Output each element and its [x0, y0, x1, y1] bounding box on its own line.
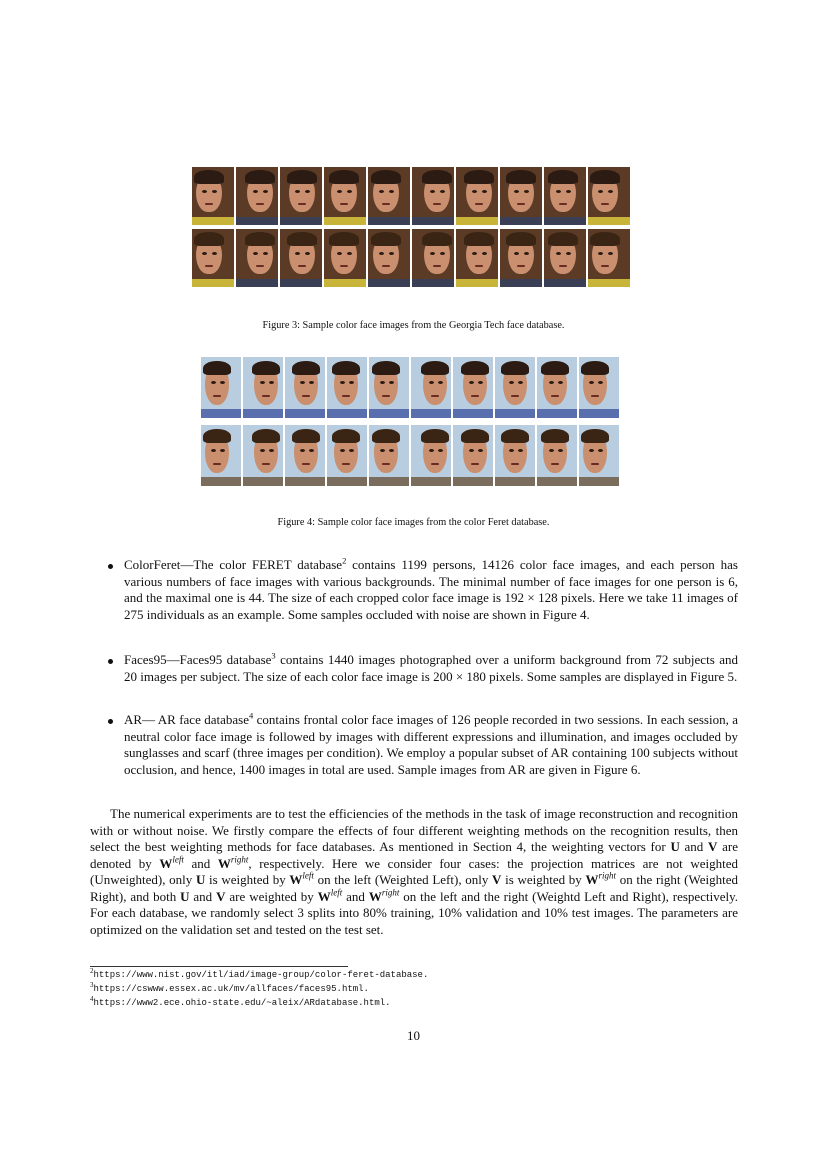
- math-superscript-right: right: [598, 870, 617, 881]
- math-W: W: [289, 872, 303, 887]
- face-image: [412, 167, 454, 225]
- bullet-colorferet: [108, 557, 738, 623]
- footnote-number: 2: [90, 967, 94, 975]
- bullet-colorferet-text: [124, 557, 738, 623]
- face-image: [456, 167, 498, 225]
- math-superscript-right: right: [230, 854, 249, 865]
- figure3-row-2: [192, 229, 630, 287]
- paragraph-text: , respectively. Here we consider four cases: the projection matrices are not weighted (Unweighted), only: [90, 855, 738, 887]
- face-image: [324, 167, 366, 225]
- face-image: [280, 229, 322, 287]
- face-image: [495, 357, 535, 418]
- face-image: [192, 167, 234, 225]
- math-W: W: [159, 855, 173, 871]
- face-image: [192, 229, 234, 287]
- paragraph-text: on the left (Weighted Left), only: [313, 872, 493, 887]
- footnote-number: 3: [90, 981, 94, 989]
- face-image: [500, 229, 542, 287]
- face-image: [456, 229, 498, 287]
- face-image: [537, 425, 577, 486]
- bullet-dot: [108, 564, 113, 569]
- face-image: [579, 425, 619, 486]
- bullet-text: contains frontal color face images of 126 people recorded in two sessions. In each session, a neutral color face image is followed by images with different expressions and illumination, and images occluded by sunglasses and scarf (three images per condition). We employ a popular subset of AR containing 100 subjects without occlusion, and hence, 1400 images in total are used. Sample images from AR are given in Figure 6.: [124, 712, 738, 777]
- math-V: V: [708, 839, 718, 854]
- face-image: [579, 357, 619, 418]
- math-V: V: [216, 888, 226, 904]
- figure4-caption: Figure 4: Sample color face images from the color Feret database.: [277, 517, 550, 528]
- face-image: [368, 229, 410, 287]
- face-image: [327, 357, 367, 418]
- face-image: [544, 167, 586, 225]
- footnote-3[interactable]: [90, 981, 369, 995]
- bullet-dot: [108, 659, 113, 664]
- bullet-faces95-text: [124, 652, 738, 685]
- math-superscript-left: left: [302, 870, 314, 881]
- bullet-text: Faces95—Faces95 database: [124, 652, 272, 667]
- face-image: [327, 425, 367, 486]
- footnote-4[interactable]: [90, 995, 391, 1009]
- face-image: [412, 229, 454, 287]
- footnote-marker: 2: [342, 555, 347, 566]
- face-image: [544, 229, 586, 287]
- face-image: [368, 167, 410, 225]
- paragraph-text: is weighted by: [205, 872, 290, 887]
- figure4-row-2: [201, 425, 619, 486]
- bullet-dot: [108, 719, 113, 724]
- math-U: U: [180, 888, 190, 904]
- math-W: W: [217, 855, 231, 871]
- bullet-ar-text: [124, 712, 738, 778]
- footnote-url[interactable]: https://www.nist.gov/itl/iad/image-group/color-feret-database.: [93, 970, 429, 980]
- face-image: [369, 357, 409, 418]
- paragraph-text: on the right (Weighted Right), and both: [90, 872, 739, 904]
- footnote-marker: 3: [271, 650, 276, 661]
- page-number: 10: [407, 1028, 420, 1043]
- face-image: [243, 425, 283, 486]
- dataset-name: ColorFeret: [124, 557, 181, 572]
- face-image: [453, 425, 493, 486]
- face-image: [243, 357, 283, 418]
- bullet-ar: [108, 712, 738, 778]
- face-image: [500, 167, 542, 225]
- bullet-text: contains 1440 images photographed over a uniform background from 72 subjects and 20 images per subject. The size of each color face image is 200 × 180 pixels. Some samples are displayed in Figure 5.: [124, 652, 738, 684]
- face-image: [453, 357, 493, 418]
- face-image: [369, 425, 409, 486]
- footnote-number: 4: [90, 995, 94, 1003]
- math-superscript-left: left: [330, 887, 343, 898]
- face-image: [280, 167, 322, 225]
- footnote-url[interactable]: https://www2.ece.ohio-state.edu/~aleix/ARdatabase.html.: [93, 998, 391, 1008]
- face-image: [588, 167, 630, 225]
- body-paragraph: [90, 806, 738, 938]
- face-image: [495, 425, 535, 486]
- footnote-2[interactable]: [90, 967, 429, 981]
- face-image: [201, 357, 241, 418]
- paragraph-text: and: [679, 839, 709, 854]
- bullet-faces95: [108, 652, 738, 685]
- math-U: U: [195, 872, 206, 887]
- face-image: [324, 229, 366, 287]
- paragraph-text: The numerical experiments are to test the efficiencies of the methods in the task of image reconstruction and recognition with or without noise. We firstly compare the effects of four different weighting methods on the recognition results, then select the best weighting methods for face databases. As mentioned in Section 4, the weighting vectors for: [90, 806, 738, 854]
- math-U: U: [670, 839, 680, 854]
- paragraph-text: are weighted by: [225, 888, 318, 904]
- math-superscript-left: left: [172, 854, 184, 865]
- face-image: [411, 425, 451, 486]
- paragraph-text: is weighted by: [501, 872, 586, 887]
- math-W: W: [585, 872, 599, 887]
- face-image: [588, 229, 630, 287]
- figure3-row-1: [192, 167, 630, 225]
- face-image: [285, 425, 325, 486]
- paragraph-text: and: [342, 888, 369, 904]
- paragraph-text: and: [183, 855, 218, 871]
- bullet-text: contains 1199 persons, 14126 color face images, and each person has various numbers of face images with various backgrounds. The minimal number of face images for one person is 6, and the maximal one is 44. The size of each cropped color face image is 192 × 128 pixels. Here we take 11 images of 275 individuals as an example. Some samples occluded with noise are shown in Figure 4.: [124, 557, 738, 622]
- paragraph-text: and: [189, 888, 217, 904]
- math-W: W: [368, 888, 382, 904]
- face-image: [285, 357, 325, 418]
- figure4-row-1: [201, 357, 619, 418]
- face-image: [201, 425, 241, 486]
- face-image: [537, 357, 577, 418]
- bullet-text: AR— AR face database: [124, 712, 249, 727]
- paragraph-text: on the left and the right (Weightd Left and Right), respectively. For each database, we randomly select 3 splits into 80% training, 10% validation and 10% test images. The parameters are optimized on the validation set and tested on the test set.: [90, 888, 738, 937]
- footnote-marker: 4: [249, 710, 254, 721]
- math-superscript-right: right: [381, 887, 400, 898]
- math-V: V: [492, 872, 502, 887]
- face-image: [411, 357, 451, 418]
- bullet-text: —The color FERET database: [180, 557, 343, 572]
- footnote-url[interactable]: https://cswww.essex.ac.uk/mv/allfaces/faces95.html.: [93, 984, 369, 994]
- figure3-caption: Figure 3: Sample color face images from the Georgia Tech face database.: [262, 320, 565, 331]
- math-W: W: [317, 888, 331, 904]
- footnote-rule: [90, 966, 348, 967]
- face-image: [236, 167, 278, 225]
- paragraph-text: are denoted by: [90, 839, 739, 871]
- face-image: [236, 229, 278, 287]
